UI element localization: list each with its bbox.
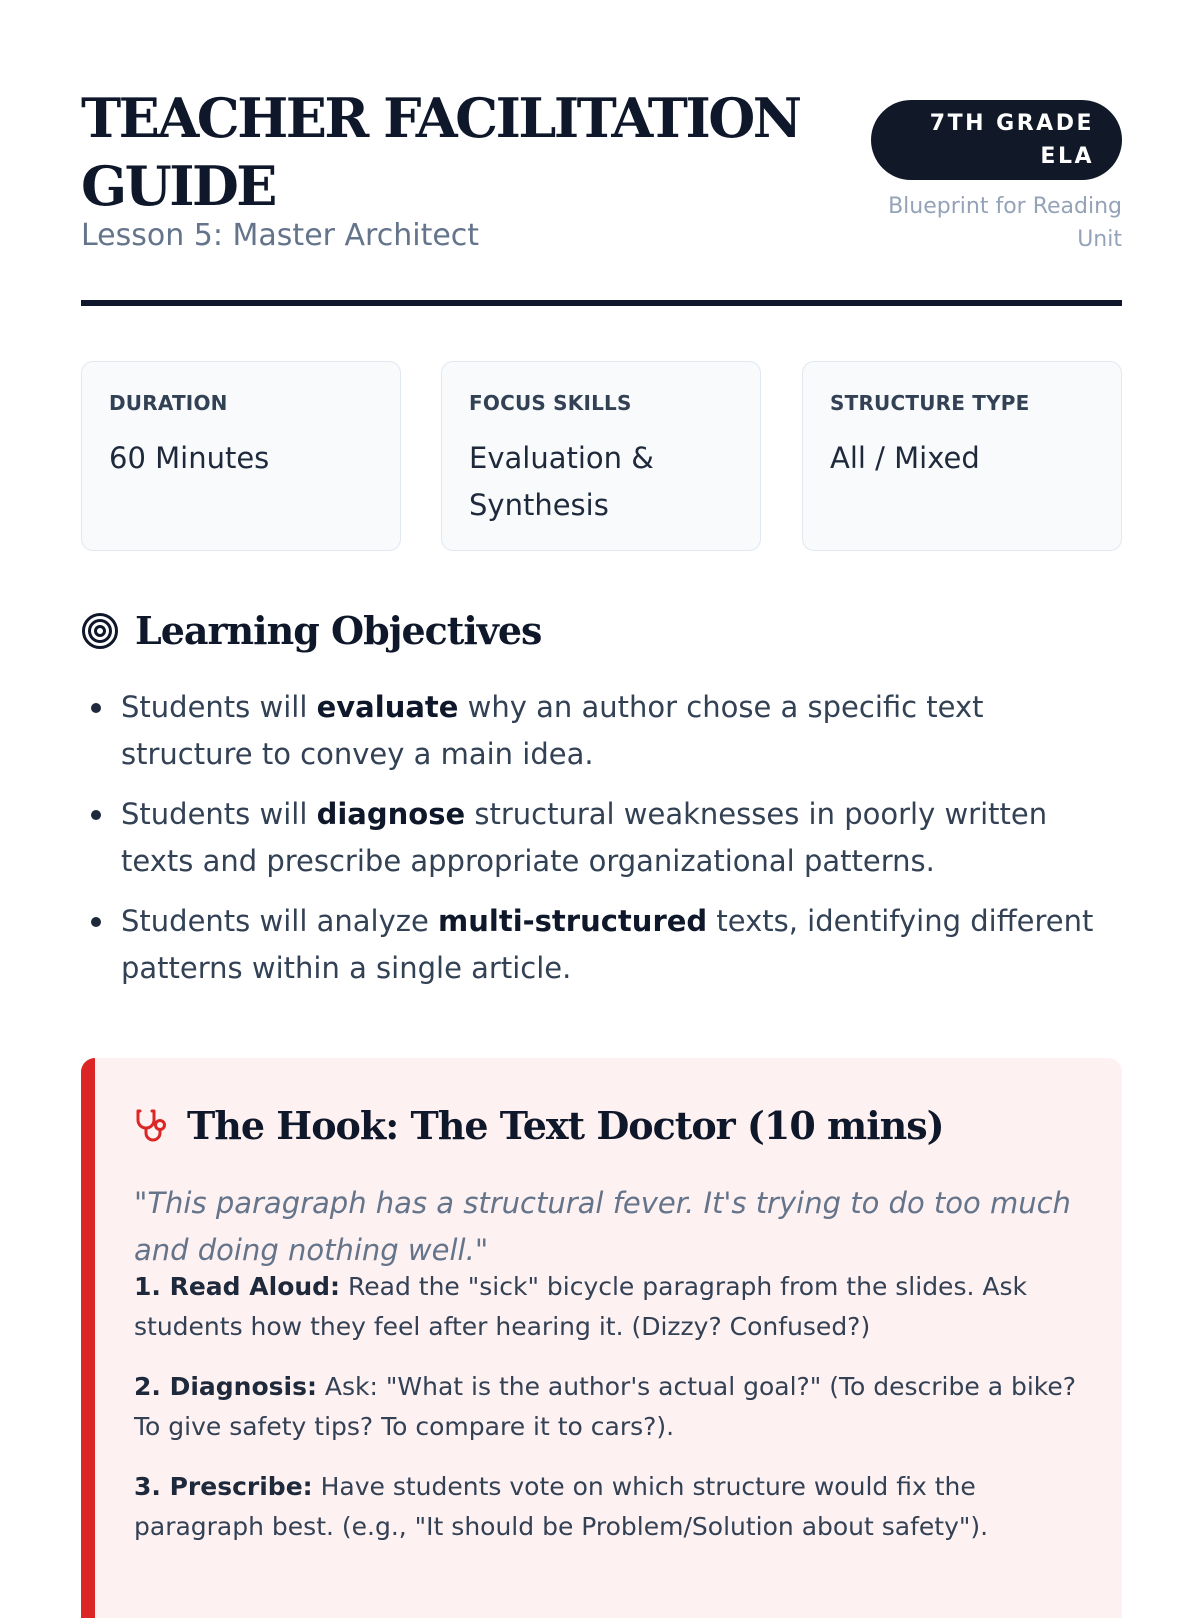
step-text: Have students vote on which structure would fix the paragraph best. (e.g., "It should be Problem/Solution about safety"). xyxy=(134,1472,989,1541)
hook-title: The Hook: The Text Doctor (10 mins) xyxy=(187,1103,944,1148)
step-label: 3. Prescribe: xyxy=(134,1472,313,1501)
card-duration xyxy=(81,361,401,551)
page-title: TEACHER FACILITATION GUIDE xyxy=(81,86,800,218)
step-text: Ask: "What is the author's actual goal?" (To describe a bike? To give safety tips? To compare it to cars?). xyxy=(134,1372,1077,1441)
lesson-subtitle: Lesson 5: Master Architect xyxy=(81,218,480,253)
objective-text: Students will xyxy=(121,690,317,724)
objective-keyword: evaluate xyxy=(316,690,459,724)
target-icon xyxy=(81,612,119,650)
card-label: DURATION xyxy=(109,391,228,415)
list-item xyxy=(81,898,1122,992)
info-cards xyxy=(81,361,1122,551)
header-divider xyxy=(81,300,1122,306)
list-item xyxy=(81,791,1122,885)
lesson-guide-page xyxy=(81,0,1122,1600)
bullet-icon xyxy=(91,917,101,927)
hook-step xyxy=(134,1267,1084,1347)
hook-accent-bar xyxy=(81,1058,95,1618)
objective-keyword: multi-structured xyxy=(438,904,708,938)
objective-text: why an author chose a specific text structure to convey a main idea. xyxy=(121,690,984,771)
stethoscope-icon xyxy=(133,1106,173,1146)
card-value: All / Mixed xyxy=(830,441,980,475)
objective-text: Students will analyze xyxy=(121,904,439,938)
step-text: Read the "sick" bicycle paragraph from the slides. Ask students how they feel after hearing it. (Dizzy? Confused?) xyxy=(134,1272,1027,1341)
card-focus-skills xyxy=(441,361,761,551)
card-value: 60 Minutes xyxy=(109,441,270,475)
unit-label: Blueprint for Reading Unit xyxy=(888,194,1122,252)
objectives-heading xyxy=(81,605,541,657)
hook-heading xyxy=(133,1100,944,1152)
objective-text: texts, identifying different patterns within a single article. xyxy=(121,904,1094,985)
step-label: 2. Diagnosis: xyxy=(134,1372,317,1401)
bullet-icon xyxy=(91,810,101,820)
objective-text: Students will xyxy=(121,797,317,831)
card-label: FOCUS SKILLS xyxy=(469,391,632,415)
card-label: STRUCTURE TYPE xyxy=(830,391,1030,415)
objective-keyword: diagnose xyxy=(316,797,466,831)
hook-step xyxy=(134,1367,1084,1447)
hook-quote: "This paragraph has a structural fever. It's trying to do too much and doing nothing well." xyxy=(134,1186,1071,1267)
page-header xyxy=(81,84,1122,299)
list-item xyxy=(81,684,1122,778)
objective-text: structural weaknesses in poorly written texts and prescribe appropriate organizational patterns. xyxy=(121,797,1048,878)
bullet-icon xyxy=(91,703,101,713)
objectives-title: Learning Objectives xyxy=(135,608,542,653)
step-label: 1. Read Aloud: xyxy=(134,1272,341,1301)
card-structure-type xyxy=(802,361,1122,551)
grade-badge: 7TH GRADE ELA xyxy=(871,100,1122,180)
hook-step xyxy=(134,1467,1084,1547)
card-value: Evaluation & Synthesis xyxy=(469,441,654,522)
objectives-list xyxy=(81,684,1122,1005)
